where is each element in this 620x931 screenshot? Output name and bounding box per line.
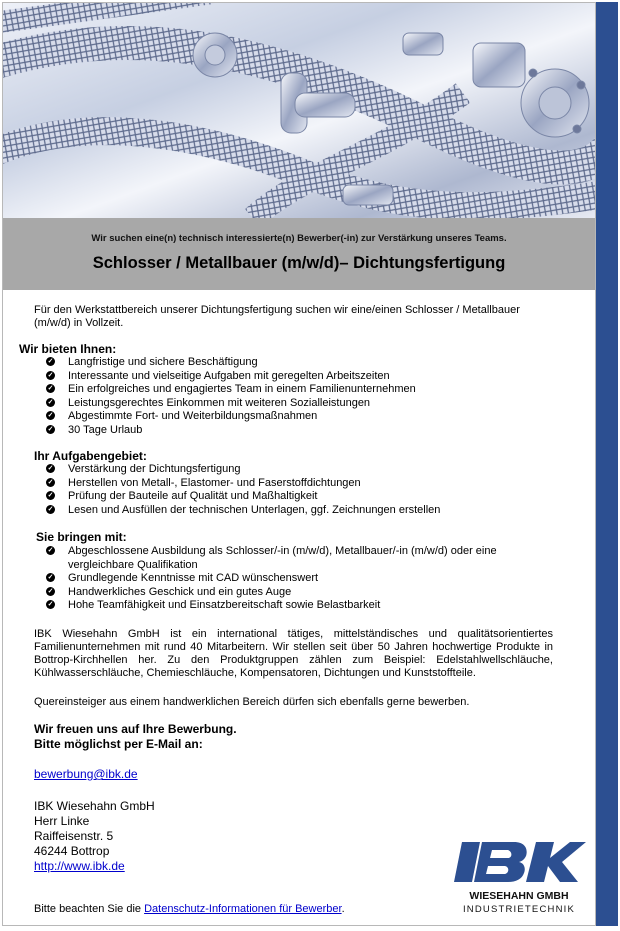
privacy-link[interactable]: Datenschutz-Informationen für Bewerber <box>144 903 342 915</box>
list-item: ✓ 30 Tage Urlaub <box>47 423 143 436</box>
bullet-icon: ✓ <box>47 601 54 608</box>
bullet-icon: ✓ <box>47 574 54 581</box>
hose-illustration <box>3 3 595 218</box>
list-item: ✓ Hohe Teamfähigkeit und Einsatzbereitschaft sowie Belastbarkeit <box>47 599 381 611</box>
list-item: ✓ Prüfung der Bauteile auf Qualität und Maßhaltigkeit <box>47 490 318 502</box>
bullet-icon: ✓ <box>47 547 54 554</box>
ibk-logo-mark <box>452 838 586 920</box>
bullet-icon: ✓ <box>47 492 54 499</box>
company-description: IBK Wiesehahn GmbH ist ein international tätiges, mittelständisches und qualitätsorientiertes Familienunternehmen mit rund 40 Mitarbeitern. Wir stellen seit über 50 Jahren hochwertige Produkte in Bottrop-Kirchhellen her. Zu den Produktgruppen zählen zum Beispiel: Edelstahlwellschläuche, Kühlwasserschläuche, Chemieschläuche, Kompensatoren, Dichtungen und Kunststoffteile. <box>34 628 553 679</box>
list-item: ✓ Handwerkliches Geschick und ein gutes Auge <box>47 585 292 598</box>
offer-heading: Wir bieten Ihnen: <box>19 342 117 356</box>
list-item: ✓ Langfristige und sichere Beschäftigung <box>47 356 258 368</box>
list-item: ✓ Ein erfolgreiches und engagiertes Team in einem Familienunternehmen <box>47 383 416 395</box>
brand-side-bar <box>596 2 618 926</box>
website-link[interactable]: http://www.ibk.de <box>34 859 125 873</box>
logo-line-1: WIESEHAHN GMBH <box>469 890 569 902</box>
bullet-icon: ✓ <box>47 385 54 392</box>
address-contact: Herr Linke <box>34 814 90 828</box>
offer-list <box>46 356 546 437</box>
list-item: ✓ Abgestimmte Fort- und Weiterbildungsmaßnahmen <box>47 410 318 422</box>
bullet-icon: ✓ <box>47 358 54 365</box>
job-title: Schlosser / Metallbauer (m/w/d)– Dichtungsfertigung <box>92 254 506 272</box>
list-item: ✓ Abgeschlossene Ausbildung als Schlosser/-in (m/w/d), Metallbauer/-in (m/w/d) oder eine vergleichbare Qualifikation <box>47 545 497 571</box>
list-item: ✓ Herstellen von Metall-, Elastomer- und Faserstoffdichtungen <box>47 476 361 489</box>
address-company: IBK Wiesehahn GmbH <box>34 799 155 813</box>
tasks-list <box>46 463 546 517</box>
logo-line-2: INDUSTRIETECHNIK <box>462 904 576 915</box>
privacy-prefix: Bitte beachten Sie die <box>34 903 145 915</box>
bullet-icon: ✓ <box>47 412 54 419</box>
email-link[interactable]: bewerbung@ibk.de <box>34 767 138 781</box>
intro-text: Für den Werkstattbereich unserer Dichtungsfertigung suchen wir eine/einen Schlosser / Metallbauer (m/w/d) in Vollzeit. <box>34 304 520 329</box>
bullet-icon: ✓ <box>47 398 54 406</box>
privacy-suffix: . <box>341 903 345 915</box>
privacy-note <box>34 903 345 916</box>
tasks-heading: Ihr Aufgabengebiet: <box>34 449 147 463</box>
requirements-heading: Sie bringen mit: <box>36 530 127 544</box>
bullet-icon: ✓ <box>47 478 54 486</box>
list-item: ✓ Grundlegende Kenntnisse mit CAD wünschenswert <box>47 572 319 584</box>
closing-line-2: Bitte möglichst per E-Mail an: <box>34 737 203 751</box>
address-street: Raiffeisenstr. 5 <box>34 829 114 843</box>
title-band <box>3 218 595 290</box>
list-item: ✓ Leistungsgerechtes Einkommen mit weiteren Sozialleistungen <box>47 396 371 409</box>
email-link-wrapper <box>34 768 138 781</box>
bullet-icon: ✓ <box>47 465 54 472</box>
list-item: ✓ Verstärkung der Dichtungsfertigung <box>47 463 241 475</box>
bullet-icon: ✓ <box>47 505 54 513</box>
list-item: ✓ Interessante und vielseitige Aufgaben mit geregelten Arbeitszeiten <box>47 369 390 382</box>
bullet-icon: ✓ <box>47 587 54 595</box>
requirements-list <box>46 545 516 613</box>
recruiting-subline: Wir suchen eine(n) technisch interessierte(n) Bewerber(-in) zur Verstärkung unseres Teams. <box>91 233 507 244</box>
closing-line-1: Wir freuen uns auf Ihre Bewerbung. <box>34 722 237 736</box>
list-item: ✓ Lesen und Ausfüllen der technischen Unterlagen, ggf. Zeichnungen erstellen <box>47 503 441 516</box>
lateral-entry-note: Quereinsteiger aus einem handwerklichen Bereich dürfen sich ebenfalls gerne bewerben. <box>34 696 470 708</box>
contact-address <box>34 799 155 874</box>
bullet-icon: ✓ <box>47 371 54 379</box>
ibk-logo <box>452 838 586 920</box>
bullet-icon: ✓ <box>47 425 54 433</box>
hero-image-hoses <box>3 3 595 218</box>
address-city: 46244 Bottrop <box>34 844 110 858</box>
